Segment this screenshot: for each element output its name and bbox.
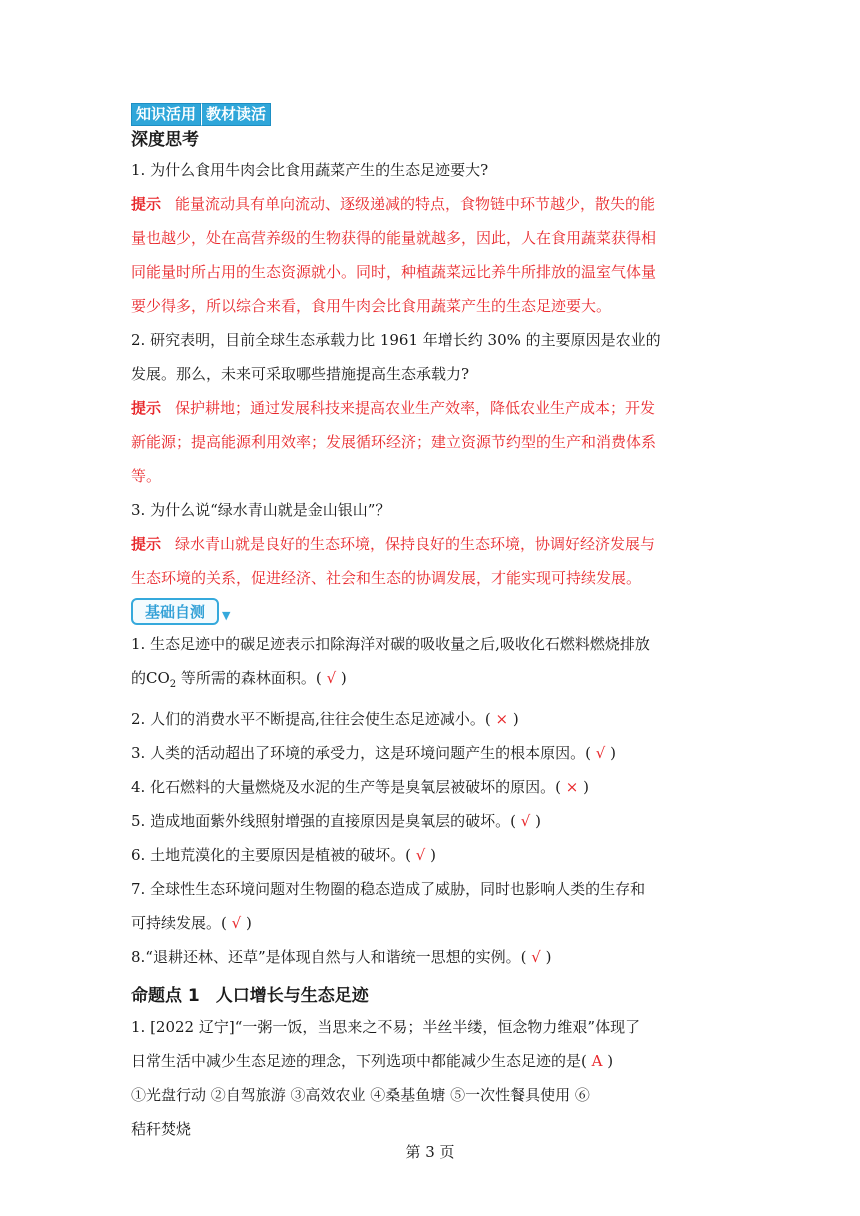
answer-2-line-1 <box>131 391 731 425</box>
paren-close: ) <box>430 846 436 864</box>
triangle-down-icon: ▼ <box>222 608 231 622</box>
paren-close: ) <box>340 669 347 687</box>
text: 可持续发展。( <box>131 914 227 932</box>
test-item-1-line-2 <box>131 661 731 702</box>
answer-2-line-3: 等。 <box>131 467 162 485</box>
paren-close: ) <box>583 778 589 796</box>
paren-close: ) <box>535 812 541 830</box>
page-content <box>131 103 731 1146</box>
text: 等所需的森林面积。( <box>176 669 322 687</box>
hint-label: 提示 <box>131 535 162 553</box>
answer-1-line-4: 要少得多，所以综合来看，食用牛肉会比食用蔬菜产生的生态足迹要大。 <box>131 297 612 315</box>
paren-close: ) <box>607 1052 614 1070</box>
check-mark: √ <box>326 669 337 687</box>
question-2-line-1: 2. 研究表明，目前全球生态承载力比 1961 年增长约 30% 的主要原因是农业的 <box>131 331 661 349</box>
paren-close: ) <box>512 710 519 728</box>
proposition-q1-options: ①光盘行动 ②自驾旅游 ③高效农业 ④桑基鱼塘 ⑤一次性餐具使用 ⑥ <box>131 1086 590 1104</box>
proposition-q1-line-1: 1. [2022 辽宁]“一粥一饭，当思来之不易；半丝半缕，恒念物力维艰”体现了 <box>131 1018 641 1036</box>
text: 日常生活中减少生态足迹的理念，下列选项中都能减少生态足迹的是( <box>131 1052 587 1070</box>
check-mark: √ <box>231 914 242 932</box>
text: 8.“退耕还林、还草”是体现自然与人和谐统一思想的实例。( <box>131 948 527 966</box>
text: 6. 土地荒漠化的主要原因是植被的破坏。( <box>131 846 411 864</box>
answer-1-line-2: 量也越少，处在高营养级的生物获得的能量就越多，因此，人在食用蔬菜获得相 <box>131 229 657 247</box>
answer-2-line-2: 新能源；提高能源利用效率；发展循环经济；建立资源节约型的生产和消费体系 <box>131 433 657 451</box>
answer-1-line-1 <box>131 187 731 221</box>
section-tags <box>131 103 731 126</box>
check-mark: √ <box>595 744 606 762</box>
proposition-title: 人口增长与生态足迹 <box>215 986 369 1006</box>
hint-label: 提示 <box>131 195 162 213</box>
test-item-7-line-1: 7. 全球性生态环境问题对生物圈的稳态造成了威胁，同时也影响人类的生存和 <box>131 880 646 898</box>
test-item-3 <box>131 736 731 770</box>
check-mark: √ <box>531 948 541 966</box>
proposition-q1-line-2 <box>131 1044 731 1078</box>
answer-letter: A <box>591 1052 603 1070</box>
test-item-5 <box>131 804 731 838</box>
question-1: 1. 为什么食用牛肉会比食用蔬菜产生的生态足迹要大? <box>131 161 489 179</box>
hint-label: 提示 <box>131 399 162 417</box>
paren-close: ) <box>545 948 552 966</box>
self-test-badge-row <box>131 595 731 627</box>
proposition-heading <box>131 982 731 1010</box>
test-item-2 <box>131 702 731 736</box>
text: 2. 人们的消费水平不断提高,往往会使生态足迹减小。( <box>131 710 491 728</box>
paren-close: ) <box>610 744 616 762</box>
test-item-4 <box>131 770 731 804</box>
question-2-line-2: 发展。那么，未来可采取哪些措施提高生态承载力? <box>131 365 470 383</box>
proposition-q1-options-2: 秸秆焚烧 <box>131 1120 192 1138</box>
text: 3. 人类的活动超出了环境的承受力，这是环境问题产生的根本原因。( <box>131 744 591 762</box>
deep-thinking-heading: 深度思考 <box>131 130 199 150</box>
answer-text: 保护耕地；通过发展科技来提高农业生产效率，降低农业生产成本；开发 <box>175 399 656 417</box>
cross-mark: × <box>495 710 509 728</box>
check-mark: √ <box>415 846 426 864</box>
answer-3-line-2: 生态环境的关系，促进经济、社会和生态的协调发展，才能实现可持续发展。 <box>131 569 642 587</box>
answer-text: 能量流动具有单向流动、逐级递减的特点，食物链中环节越少，散失的能 <box>175 195 656 213</box>
answer-1-line-3: 同能量时所占用的生态资源就小。同时，种植蔬菜远比养牛所排放的温室气体量 <box>131 263 657 281</box>
tag-knowledge: 知识活用 <box>131 103 201 126</box>
proposition-label: 命题点 1 <box>131 986 200 1006</box>
test-item-6 <box>131 838 731 872</box>
answer-3-line-1 <box>131 527 731 561</box>
test-item-1-line-1: 1. 生态足迹中的碳足迹表示扣除海洋对碳的吸收量之后,吸收化石燃料燃烧排放 <box>131 635 650 653</box>
subscript: 2 <box>169 679 177 690</box>
cross-mark: × <box>565 778 579 796</box>
paren-close: ) <box>245 914 252 932</box>
answer-text: 绿水青山就是良好的生态环境，保持良好的生态环境，协调好经济发展与 <box>175 535 656 553</box>
test-item-7-line-2 <box>131 906 731 940</box>
text: 5. 造成地面紫外线照射增强的直接原因是臭氧层的破坏。( <box>131 812 516 830</box>
check-mark: √ <box>520 812 531 830</box>
tag-textbook: 教材读活 <box>201 103 271 126</box>
test-item-8 <box>131 940 731 974</box>
question-3: 3. 为什么说“绿水青山就是金山银山”？ <box>131 501 391 519</box>
self-test-badge: 基础自测 <box>131 598 219 625</box>
text: 的CO <box>131 669 170 687</box>
page-number: 第 3 页 <box>405 1143 455 1161</box>
text: 4. 化石燃料的大量燃烧及水泥的生产等是臭氧层被破坏的原因。( <box>131 778 561 796</box>
